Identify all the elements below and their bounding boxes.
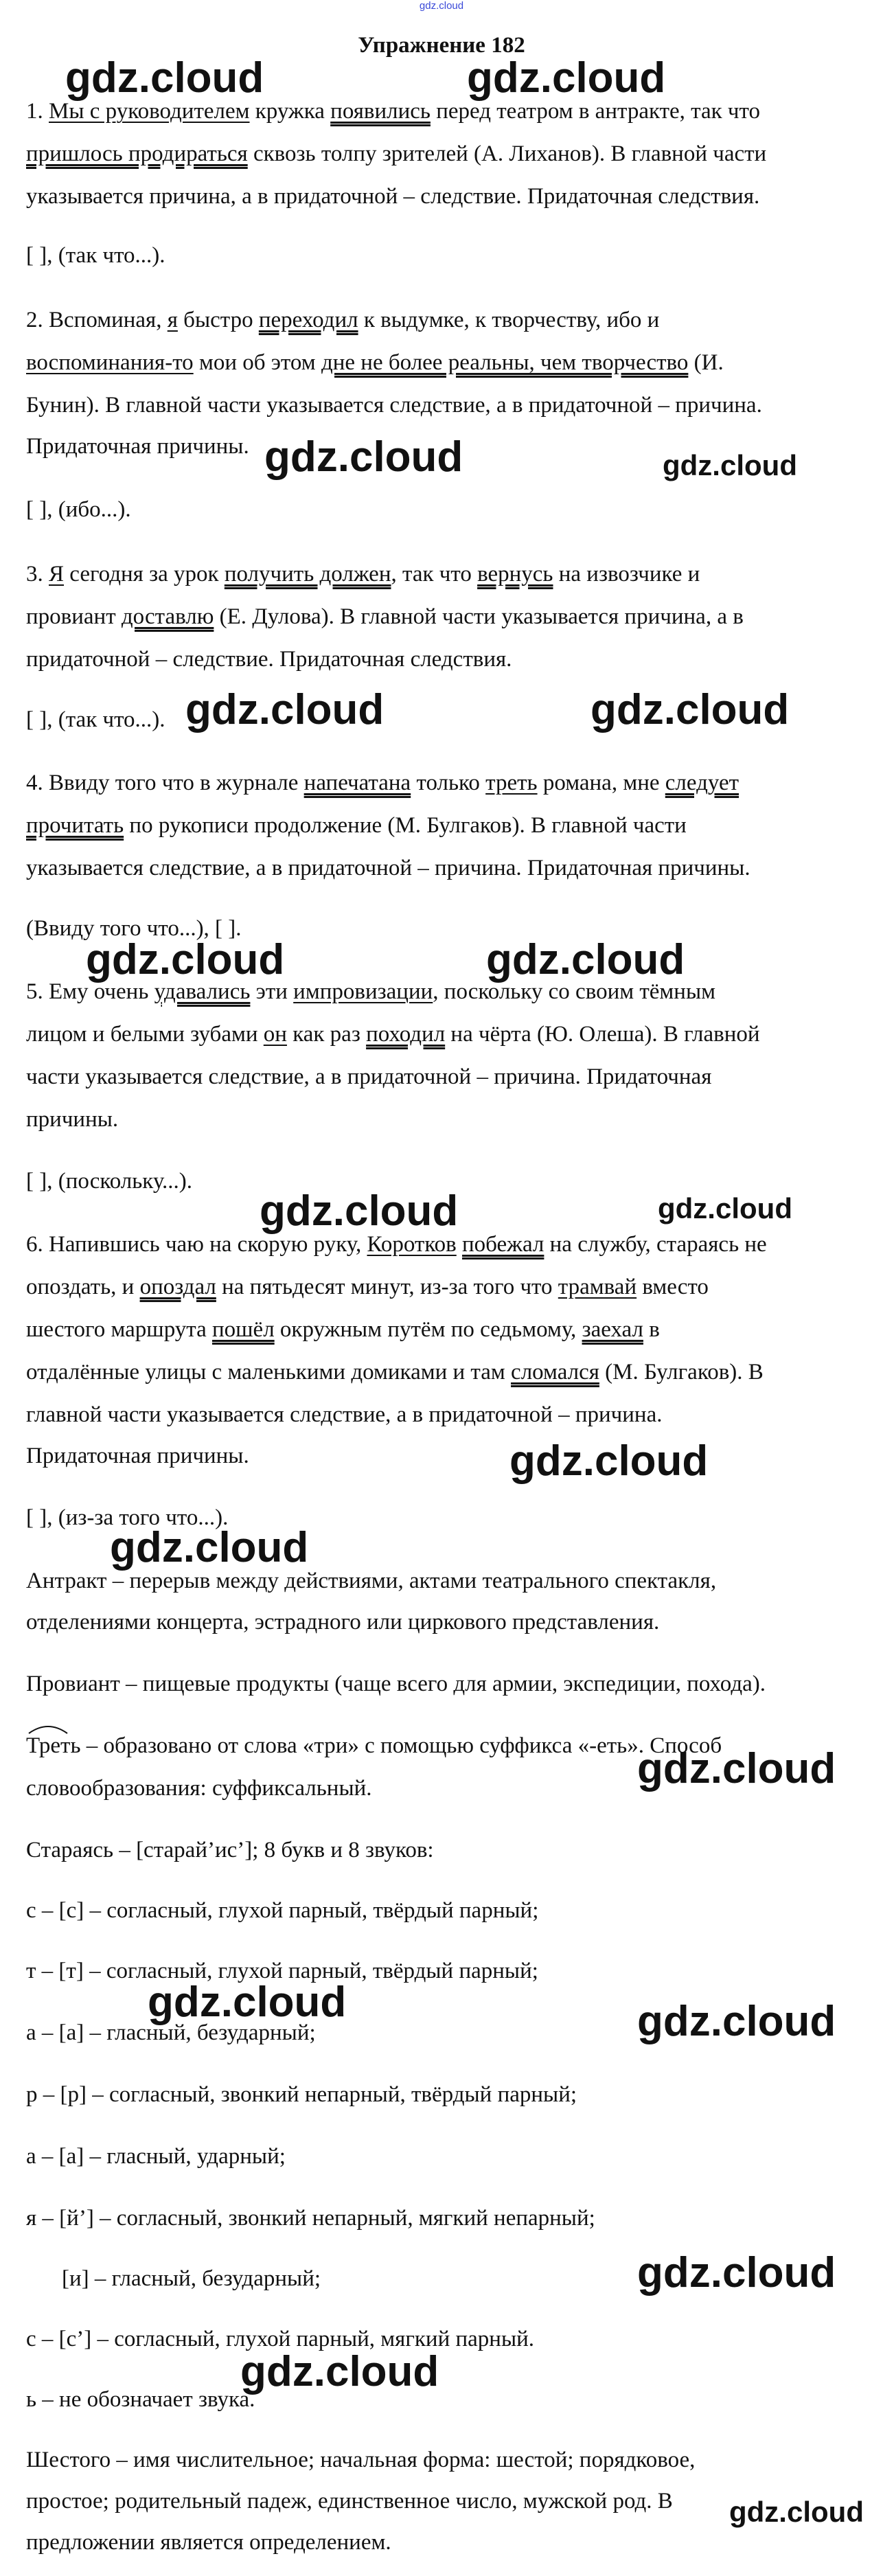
s3-line-1: 3. Я сегодня за урок получить должен, так что вернусь на извозчике и (26, 562, 700, 586)
watermark: gdz.cloud (264, 433, 463, 481)
s6-scheme: [ ], (из-за того что...). (26, 1505, 229, 1530)
shestogo-line-3: предложении является определением. (26, 2530, 391, 2555)
watermark: gdz.cloud (65, 54, 264, 102)
watermark: gdz.cloud (467, 54, 666, 102)
s6-line-6: Придаточная причины. (26, 1444, 249, 1468)
s5-line-3: части указывается следствие, а в придаточной – причина. Придаточная (26, 1064, 712, 1089)
s6-line-4: отдалённые улицы с маленькими домиками и там сломался (М. Булгаков). В (26, 1360, 764, 1384)
exercise-title: Упражнение 182 (358, 33, 525, 58)
phon-row: р – [р] – согласный, звонкий непарный, твёрдый парный; (26, 2082, 577, 2107)
s6-line-5: главной части указывается следствие, а в придаточной – причина. (26, 1402, 663, 1427)
watermark: gdz.cloud (663, 449, 797, 481)
s6-line-1: 6. Напившись чаю на скорую руку, Коротков побежал на службу, стараясь не (26, 1232, 767, 1257)
s2-line-3: Бунин). В главной части указывается следствие, а в придаточной – причина. (26, 393, 762, 418)
watermark: gdz.cloud (658, 1192, 792, 1224)
s1-line-1: 1. Мы с руководителем кружка появились перед театром в антракте, так что (26, 99, 760, 124)
s4-line-1: 4. Ввиду того что в журнале напечатана только треть романа, мне следует (26, 771, 739, 795)
watermark: gdz.cloud (729, 2496, 864, 2528)
tret-line-2: словообразования: суффиксальный. (26, 1776, 372, 1801)
def-antrakt-line-2: отделениями концерта, эстрадного или циркового представления. (26, 1610, 660, 1634)
s1-scheme: [ ], (так что...). (26, 243, 165, 268)
phon-row: ь – не обозначает звука. (26, 2387, 255, 2412)
phon-row: с – [с’] – согласный, глухой парный, мягкий парный. (26, 2327, 535, 2351)
watermark: gdz.cloud (86, 936, 285, 983)
s4-line-2: прочитать по рукописи продолжение (М. Булгаков). В главной части (26, 813, 687, 838)
s1-line-2: пришлось продираться сквозь толпу зрителей (А. Лиханов). В главной части (26, 141, 767, 166)
s2-line-2: воспоминания-то мои об этом дне не более реальны, чем творчество (И. (26, 350, 724, 375)
s5-scheme: [ ], (поскольку...). (26, 1169, 193, 1194)
watermark: gdz.cloud (110, 1524, 309, 1571)
phon-row: т – [т] – согласный, глухой парный, твёрдый парный; (26, 1959, 538, 1983)
shestogo-line-2: простое; родительный падеж, единственное число, мужской род. В (26, 2489, 673, 2514)
phon-row: с – [с] – согласный, глухой парный, твёрдый парный; (26, 1898, 539, 1923)
s1-line-3: указывается причина, а в придаточной – следствие. Придаточная следствия. (26, 184, 760, 209)
s5-line-4: причины. (26, 1107, 119, 1132)
phon-row: а – [а] – гласный, безударный; (26, 2020, 316, 2045)
s3-line-3: придаточной – следствие. Придаточная следствия. (26, 647, 512, 672)
s4-scheme: (Ввиду того что...), [ ]. (26, 916, 242, 941)
watermark: gdz.cloud (260, 1187, 459, 1235)
phon-head: Стараясь – [старай’ис’]; 8 букв и 8 звуков: (26, 1838, 434, 1862)
watermark: gdz.cloud (637, 2249, 836, 2296)
watermark: gdz.cloud (637, 1745, 836, 1792)
shestogo-line-1: Шестого – имя числительное; начальная форма: шестой; порядковое, (26, 2448, 696, 2472)
s5-line-1: 5. Ему очень удавались эти импровизации, поскольку со своим тёмным (26, 979, 716, 1004)
s3-line-2: провиант доставлю (Е. Дулова). В главной части указывается причина, а в (26, 604, 744, 629)
watermark: gdz.cloud (240, 2348, 439, 2395)
watermark: gdz.cloud (185, 686, 385, 733)
watermark: gdz.cloud (148, 1979, 347, 2026)
def-proviant: Провиант – пищевые продукты (чаще всего для армии, экспедиции, похода). (26, 1672, 766, 1696)
watermark: gdz.cloud (486, 936, 685, 983)
s2-scheme: [ ], (ибо...). (26, 497, 131, 522)
watermark: gdz.cloud (637, 1998, 836, 2045)
s6-line-2: опоздать, и опоздал на пятьдесят минут, из-за того что трамвай вместо (26, 1275, 709, 1299)
s6-line-3: шестого маршрута пошёл окружным путём по седьмому, заехал в (26, 1317, 660, 1342)
s4-line-3: указывается следствие, а в придаточной – причина. Придаточная причины. (26, 856, 750, 880)
s2-line-4: Придаточная причины. (26, 434, 249, 459)
phon-row: [и] – гласный, безударный; (62, 2266, 321, 2291)
tret-line-1: Треть – образовано от слова «три» с помощью суффикса «-еть». Способ (26, 1733, 722, 1758)
s3-scheme: [ ], (так что...). (26, 707, 165, 732)
phon-row: я – [й’] – согласный, звонкий непарный, мягкий непарный; (26, 2206, 595, 2231)
watermark: gdz.cloud (509, 1437, 709, 1485)
s2-line-1: 2. Вспоминая, я быстро переходил к выдумке, к творчеству, ибо и (26, 308, 660, 332)
phon-row: а – [а] – гласный, ударный; (26, 2144, 286, 2169)
s5-line-2: лицом и белыми зубами он как раз походил на чёрта (Ю. Олеша). В главной (26, 1022, 760, 1047)
top-watermark: gdz.cloud (419, 0, 464, 12)
def-antrakt-line-1: Антракт – перерыв между действиями, актами театрального спектакля, (26, 1569, 717, 1593)
watermark: gdz.cloud (590, 686, 790, 733)
